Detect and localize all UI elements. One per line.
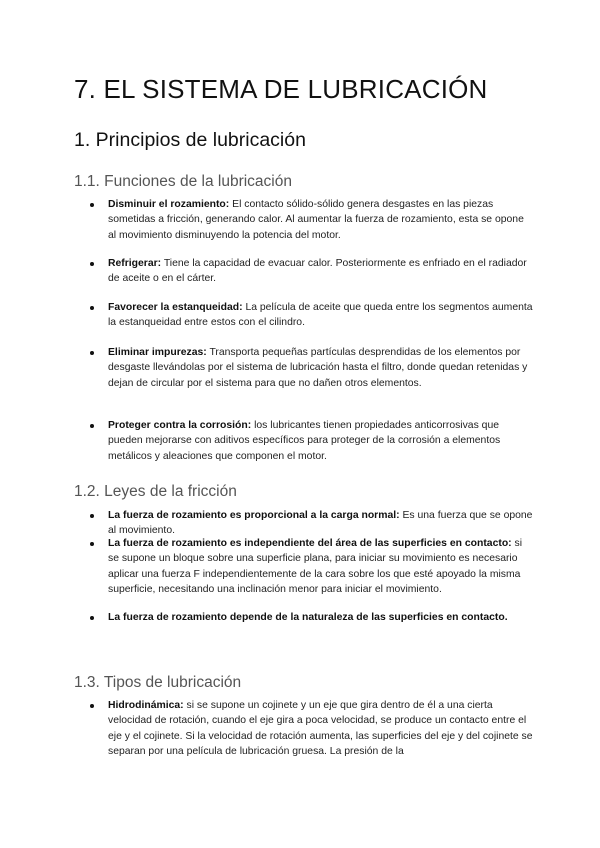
item-term: La fuerza de rozamiento es proporcional a la carga normal: [108,510,400,521]
section-heading: 1. Principios de lubricación [74,129,306,151]
item-text: si se supone un bloque sobre una superficie plana, para iniciar su movimiento es necesario aplicar una fuerza F independientemente de la cara sobre los que esté apoyado la misma superficie, necesitando una inclinación menor para iniciar el movimiento. [108,538,523,596]
list-item [108,345,533,391]
list-item [108,698,533,760]
list-item [108,300,533,331]
list-item [108,536,533,598]
list-item [108,610,533,625]
item-text: La película de aceite que queda entre los segmentos aumenta la estanqueidad entre estos con el cilindro. [108,302,533,329]
item-term: Proteger contra la corrosión: [108,420,252,431]
item-text: Transporta pequeñas partículas desprendidas de los elementos por desgaste llevándolas por el sistema de lubricación hasta el filtro, donde quedan retenidas y dejan de circular por el sistema para que no dañen otros elementos. [108,347,528,389]
item-term: Disminuir el rozamiento: [108,199,230,210]
subsection-heading-tipos: 1.3. Tipos de lubricación [74,674,242,691]
item-term: Favorecer la estanqueidad: [108,302,243,313]
item-text: si se supone un cojinete y un eje que gira dentro de él a una cierta velocidad de rotación, cuando el eje gira a poca velocidad, se produce un contacto entre el eje y el cojinete. Si la velocidad de rotación aumenta, las superficies del eje y del cojinete se separan por una película de lubricación gruesa. La presión de la [108,700,533,758]
item-term: Refrigerar: [108,258,162,269]
list-item [108,418,533,464]
item-term: La fuerza de rozamiento depende de la naturaleza de las superficies en contacto. [108,612,508,623]
item-text: los lubricantes tienen propiedades anticorrosivas que pueden mejorarse con aditivos específicos para proteger de la corrosión a elementos metálicos y aleaciones que componen el motor. [108,420,501,462]
item-term: Hidrodinámica: [108,700,184,711]
subsection-heading-funciones: 1.1. Funciones de la lubricación [74,173,292,190]
item-text: El contacto sólido-sólido genera desgastes en las piezas sometidas a fricción, generando calor. Al aumentar la fuerza de rozamiento, esta se opone al movimiento disminuyendo la potencia del motor. [108,199,524,241]
item-term: La fuerza de rozamiento es independiente del área de las superficies en contacto: [108,538,512,549]
list-item [108,256,533,287]
list-item [108,197,533,243]
item-text: Tiene la capacidad de evacuar calor. Posteriormente es enfriado en el radiador de aceite o en el cárter. [108,258,527,285]
item-text: Es una fuerza que se opone al movimiento. [108,510,533,537]
subsection-heading-leyes: 1.2. Leyes de la fricción [74,483,237,500]
item-term: Eliminar impurezas: [108,347,207,358]
list-item [108,508,533,539]
page-title: 7. EL SISTEMA DE LUBRICACIÓN [74,74,488,104]
